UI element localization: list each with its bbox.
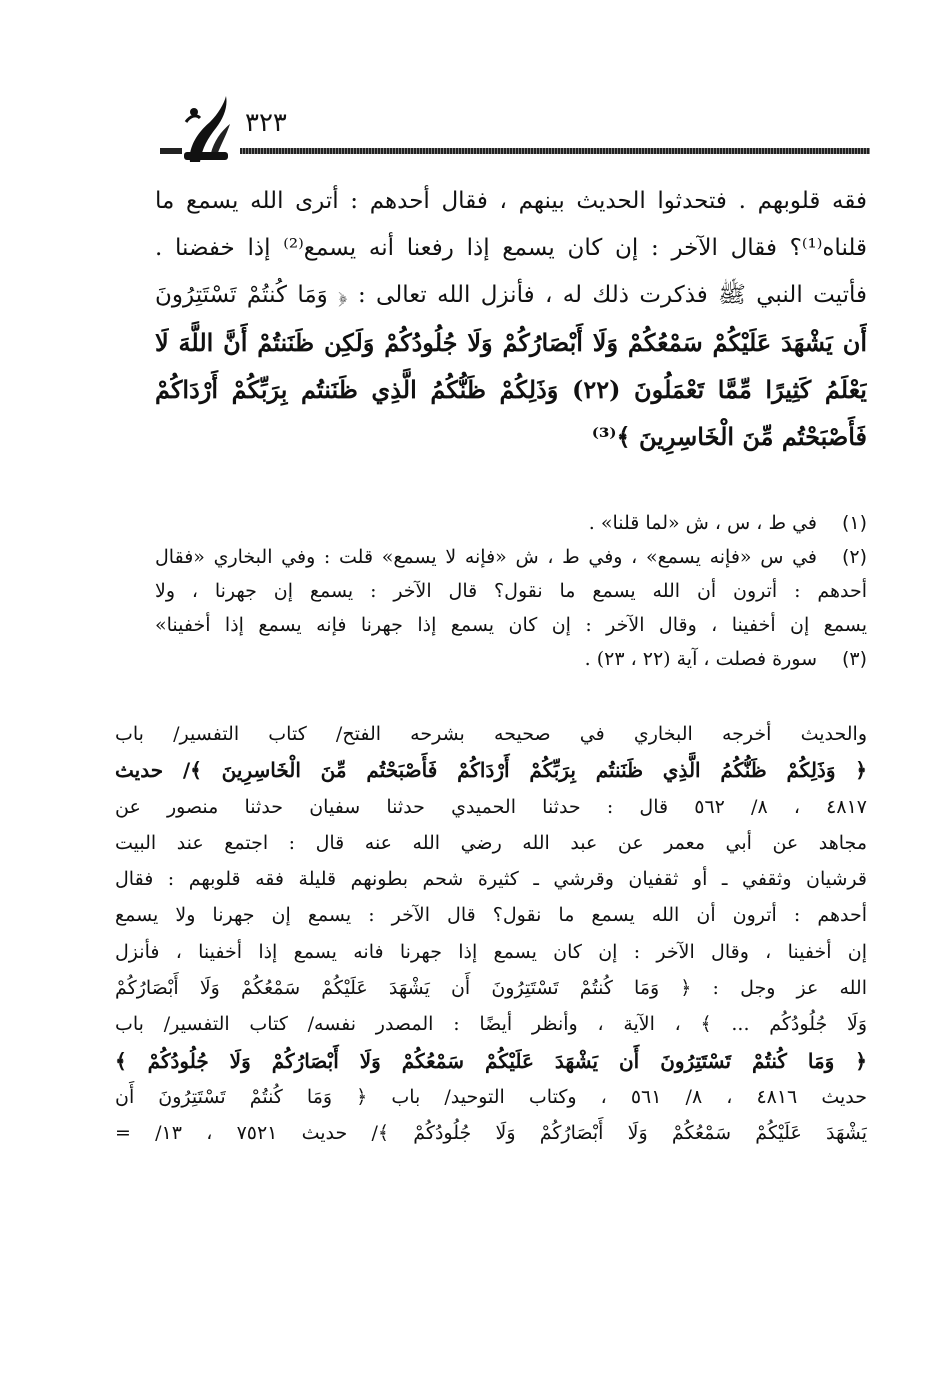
commentary-line: أحدهم : أترون أن الله يسمع ما نقول؟ قال الآخر : يسمع إن جهرنا ولا يسمع [115,904,867,927]
header-rule-left [160,148,182,154]
quran-verse-line: فَأَصْبَحْتُم مِّنَ الْخَاسِرِينَ ﴾⁽³⁾ [591,422,867,451]
footnote-3 [155,642,867,676]
footnote-text: يسمع إن أخفينا ، وقال الآخر : إن كان يسمع إذا جهرنا فإنه يسمع إذا أخفينا» [155,614,867,636]
commentary-line: والحديث أخرجه البخاري في صحيحه بشرحه الفتح/ كتاب التفسير/ باب [115,723,867,745]
main-text [155,178,867,460]
footnote-number: (١) [841,512,867,534]
commentary-line: قرشيان وثقفي ـ أو ثقفيان وقرشي ـ كثيرة شحم بطونهم قليلة فقه قلوبهم : فقال [115,868,867,891]
footnote-text: سورة فصلت ، آية (٢٢ ، ٢٣) . [584,648,817,670]
quran-verse-line: أَن يَشْهَدَ عَلَيْكُمْ سَمْعُكُمْ وَلَا أَبْصَارُكُمْ وَلَا جُلُودُكُمْ وَلَكِن ظَنَنتُمْ أَنَّ اللَّهَ لَا [155,328,867,357]
footnote-number: (٢) [841,546,867,568]
footnote-text: في س «فإنه يسمع» ، وفي ط ، ش «فإنه لا يسمع» قلت : وفي البخاري «فقال [155,546,817,568]
commentary-line: يَشْهَدَ عَلَيْكُمْ سَمْعُكُمْ وَلَا أَبْصَارُكُمْ وَلَا جُلُودُكُمْ ﴾/ حديث ٧٥٢١ ، ١٣/ = [115,1122,867,1145]
footnote-text: في ط ، س ، ش «لما قلنا» . [588,512,817,534]
footnote-text: أحدهم : أترون أن الله يسمع ما نقول؟ قال الآخر : يسمع إن جهرنا ، ولا [155,580,867,602]
commentary-line: الله عز وجل : ﴿ وَمَا كُنتُمْ تَسْتَتِرُونَ أَن يَشْهَدَ عَلَيْكُمْ سَمْعُكُمْ وَلَا أَبْصَارُكُمْ [115,977,867,1000]
hadith-commentary [115,716,867,1152]
main-line: فقه قلوبهم . فتحدثوا الحديث بينهم ، فقال أحدهم : أترى الله يسمع ما [155,188,867,214]
footnote-1 [155,506,867,540]
quran-verse-line: يَعْلَمُ كَثِيرًا مِّمَّا تَعْمَلُونَ (٢٢) وَذَلِكُمْ ظَنُّكُمُ الَّذِي ظَنَنتُم بِرَبِّكُمْ أَرْدَاكُمْ [155,375,867,404]
footnote-2 [155,540,867,642]
commentary-line: وَلَا جُلُودُكُم ... ﴾ ، الآية ، وأنظر أيضًا : المصدر نفسه/ كتاب التفسير/ باب [115,1013,867,1036]
footnotes [155,506,867,676]
commentary-line: ﴿ وَمَا كُنتُمْ تَسْتَتِرُونَ أَن يَشْهَدَ عَلَيْكُمْ سَمْعُكُمْ وَلَا أَبْصَارُكُمْ وَلَا جُلُودُكُمْ ﴾ [115,1048,867,1073]
main-line: قلناه⁽¹⁾؟ فقال الآخر : إن كان يسمع إذا رفعنا أنه يسمع⁽²⁾ إذا خفضنا . [155,235,867,261]
commentary-line: ٤٨١٧ ، ٨/ ٥٦٢ قال : حدثنا الحميدي حدثنا سفيان حدثنا منصور عن [115,795,867,818]
commentary-line: ﴿ وَذَلِكُمْ ظَنُّكُمُ الَّذِي ظَنَنتُم بِرَبِّكُمْ أَرْدَاكُمْ فَأَصْبَحْتُم مِّنَ الْخَاسِرِينَ ﴾/ حديث [115,758,867,783]
commentary-line: مجاهد عن أبي معمر عن عبد الله رضي الله عنه قال : اجتمع عند البيت [115,831,867,854]
page-number: ٣٢٣ [245,108,287,138]
quill-ornament-icon [180,92,238,164]
main-line: فأتيت النبي ﷺ فذكرت ذلك له ، فأنزل الله تعالى : ﴿ وَمَا كُنتُمْ تَسْتَتِرُونَ [155,282,867,308]
footnote-number: (٣) [841,648,867,670]
commentary-line: حديث ٤٨١٦ ، ٨/ ٥٦١ ، وكتاب التوحيد/ باب ﴿ وَمَا كُنتُمْ تَسْتَتِرُونَ أَن [115,1085,867,1108]
header-rule [240,148,870,154]
commentary-line: إن أخفينا ، وقال الآخر : إن كان يسمع إذا جهرنا فانه يسمع إذا أخفينا ، فأنزل [115,940,867,963]
